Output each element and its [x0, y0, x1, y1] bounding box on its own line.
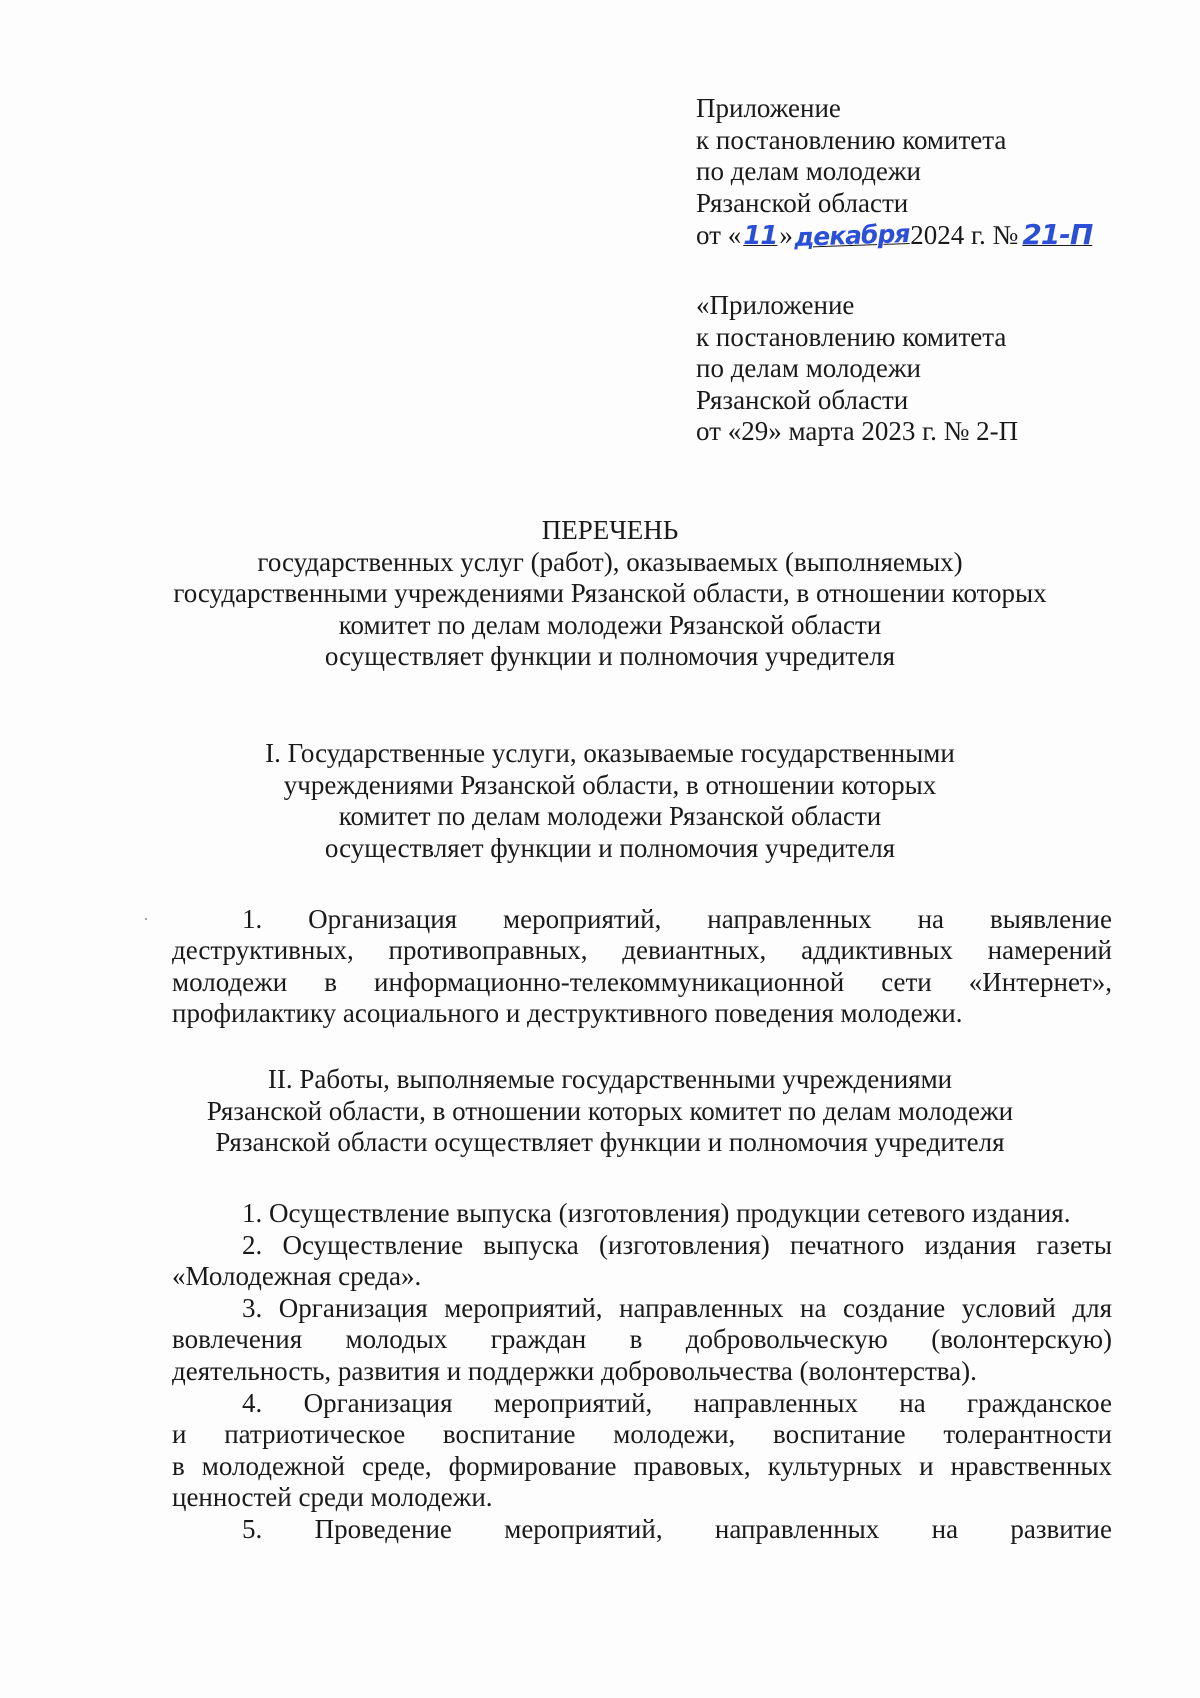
paragraph-line: вовлечения молодых граждан в добровольческую (волонтерскую) — [172, 1324, 1112, 1355]
section-heading-line: учреждениями Рязанской области, в отношении которых — [283, 769, 937, 800]
section-2-item-2 — [172, 1230, 1112, 1293]
handwritten-day: 11 — [743, 221, 778, 252]
appendix-line: Рязанской области — [696, 384, 909, 415]
paragraph-line: 1. Организация мероприятий, направленных на выявление — [242, 904, 1112, 934]
section-2-item-1 — [172, 1198, 1112, 1229]
title-line: осуществляет функции и полномочия учредителя — [324, 641, 896, 672]
appendix-line: от «29» марта 2023 г. № 2-П — [696, 416, 1019, 447]
section-heading-line: Рязанской области, в отношении которых комитет по делам молодежи — [206, 1095, 1014, 1126]
date-year: 2024 г. № — [910, 220, 1019, 251]
title-heading: ПЕРЕЧЕНЬ — [541, 515, 679, 545]
appendix-header-previous — [696, 290, 1096, 448]
paragraph-line: деятельность, развития и поддержки добровольчества (волонтерства). — [172, 1355, 977, 1386]
title-line: комитет по делам молодежи Рязанской области — [338, 609, 882, 640]
title-line: государственных услуг (работ), оказываемых (выполняемых) — [257, 546, 963, 577]
appendix-line: по делам молодежи — [696, 156, 921, 187]
paragraph-line: и патриотическое воспитание молодежи, воспитание толерантности — [172, 1419, 1112, 1450]
paragraph-line: 2. Осуществление выпуска (изготовления) печатного издания газеты — [242, 1230, 1112, 1260]
section-heading-line: комитет по делам молодежи Рязанской области — [338, 801, 882, 832]
section-2-heading — [170, 1064, 1050, 1159]
paragraph-line: профилактику асоциального и деструктивного поведения молодежи. — [172, 998, 963, 1029]
paragraph-line: 5. Проведение мероприятий, направленных на развитие — [242, 1514, 1112, 1544]
paragraph-line: в молодежной среде, формирование правовых, культурных и нравственных — [172, 1450, 1112, 1481]
paragraph-line: «Молодежная среда». — [172, 1261, 422, 1292]
section-heading-line: II. Работы, выполняемые государственными учреждениями — [267, 1064, 953, 1094]
section-heading-line: Рязанской области осуществляет функции и полномочия учредителя — [215, 1127, 1005, 1158]
handwritten-number: 21-П — [1022, 218, 1093, 252]
appendix-line: к постановлению комитета — [696, 124, 1007, 155]
section-1-item-1 — [172, 904, 1112, 1030]
paragraph-line: 1. Осуществление выпуска (изготовления) продукции сетевого издания. — [242, 1198, 1071, 1228]
handwritten-month: декабря — [793, 219, 910, 253]
appendix-date-line — [696, 219, 1096, 253]
section-heading-line: осуществляет функции и полномочия учредителя — [324, 832, 896, 863]
section-heading-line: I. Государственные услуги, оказываемые государственными — [265, 738, 955, 768]
paragraph-line: ценностей среди молодежи. — [172, 1482, 493, 1513]
scan-speck — [145, 918, 147, 920]
appendix-line: Рязанской области — [696, 187, 909, 218]
appendix-line: по делам молодежи — [696, 353, 921, 384]
paragraph-line: 3. Организация мероприятий, направленных на создание условий для — [242, 1293, 1112, 1323]
paragraph-line: 4. Организация мероприятий, направленных на гражданское — [242, 1388, 1112, 1418]
paragraph-line: молодежи в информационно-телекоммуникационной сети «Интернет», — [172, 966, 1112, 997]
appendix-line: «Приложение — [696, 290, 855, 320]
appendix-line: Приложение — [696, 93, 841, 123]
section-2-item-5 — [172, 1514, 1112, 1545]
section-2-item-3 — [172, 1293, 1112, 1387]
appendix-header-current — [696, 93, 1096, 253]
title-line: государственными учреждениями Рязанской области, в отношении которых — [173, 578, 1047, 609]
paragraph-line: деструктивных, противоправных, девиантных, аддиктивных намерений — [172, 935, 1112, 966]
document-title — [170, 515, 1050, 673]
date-mid: » — [779, 220, 793, 251]
appendix-line: к постановлению комитета — [696, 321, 1007, 352]
section-1-heading — [170, 738, 1050, 864]
date-prefix: от « — [696, 220, 742, 251]
section-2-item-4 — [172, 1388, 1112, 1514]
